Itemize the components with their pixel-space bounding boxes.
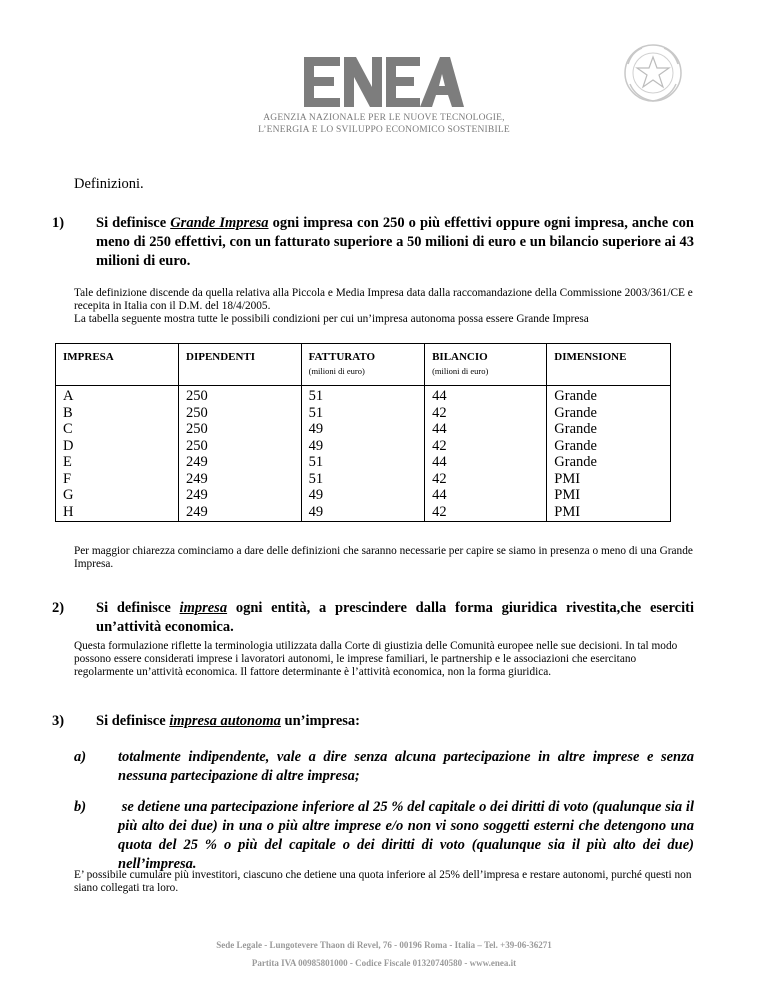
term-impresa-autonoma: impresa autonoma xyxy=(169,713,281,729)
cell-dipendenti: 250 250 250 250 249 249 249 249 xyxy=(179,386,302,522)
section-3-list xyxy=(74,748,694,874)
section-1 xyxy=(52,214,694,271)
term-grande-impresa: Grande Impresa xyxy=(170,215,269,231)
section-3-heading xyxy=(52,712,694,731)
enea-logo xyxy=(304,57,464,107)
section-2 xyxy=(52,599,694,679)
cell-fatturato: 51 51 49 49 51 51 49 49 xyxy=(301,386,424,522)
table-header-row xyxy=(56,344,671,386)
header-fatturato: FATTURATO (milioni di euro) xyxy=(301,344,424,386)
section-2-number: 2) xyxy=(52,600,65,616)
section-2-pre: Si definisce xyxy=(96,600,180,616)
list-item-a-text: totalmente indipendente, vale a dire senza alcuna partecipazione in altre imprese e senza nessuna partecipazione di altre impresa; xyxy=(118,749,694,784)
section-1-number: 1) xyxy=(52,215,65,231)
list-item-b-label: b) xyxy=(74,799,87,815)
header-impresa: IMPRESA xyxy=(56,344,179,386)
table-row xyxy=(56,386,671,522)
list-item-a-label: a) xyxy=(74,749,87,765)
header-dimensione: DIMENSIONE xyxy=(547,344,671,386)
section-1-post: ogni impresa con 250 o più effettivi oppure ogni impresa, anche con meno di 250 effettivi, con un fatturato superiore a 50 milioni di euro e un bilancio superiore ai 43 milioni di euro. xyxy=(96,215,694,269)
section-3-body xyxy=(74,867,694,895)
section-1-body xyxy=(74,285,694,326)
conditions-table xyxy=(55,343,671,522)
section-1-pre: Si definisce xyxy=(96,215,171,231)
section-3-pre: Si definisce xyxy=(96,713,170,729)
after-table-note xyxy=(74,543,694,571)
list-item-a xyxy=(74,748,694,786)
cell-dimensione: Grande Grande Grande Grande Grande PMI PMI PMI xyxy=(547,386,671,522)
section-1-paragraph-1: Tale definizione discende da quella relativa alla Piccola e Media Impresa data dalla raccomandazione della Commissione 2003/361/CE e recepita in Italia con il D.M. del 18/4/2005. xyxy=(74,287,693,312)
section-3 xyxy=(52,712,694,731)
cell-bilancio: 44 42 44 42 44 42 44 42 xyxy=(425,386,547,522)
header-dipendenti: DIPENDENTI xyxy=(179,344,302,386)
list-item-b-text: se detiene una partecipazione inferiore al 25 % del capitale o dei diritti di voto (qualunque sia il più alto dei due) in una o più altre imprese e/o non vi sono soggetti esterni che detengono una quota del 25 % o più del capitale o dei diritti di voto (qualunque sia il più alto dei due) nell’impresa. xyxy=(118,799,694,872)
list-item-b xyxy=(74,798,694,874)
italian-republic-emblem-icon xyxy=(620,40,686,106)
agency-name-line2: L’ENERGIA E LO SVILUPPO ECONOMICO SOSTENIBILE xyxy=(258,125,510,135)
page-title: Definizioni. xyxy=(74,176,144,192)
header-bilancio: BILANCIO (milioni di euro) xyxy=(425,344,547,386)
section-1-heading xyxy=(52,214,694,271)
footer-tax-info: Partita IVA 00985801000 - Codice Fiscale 01320740580 - www.enea.it xyxy=(251,958,517,968)
section-2-post: ogni entità, a prescindere dalla forma giuridica rivestita,che eserciti un’attività economica. xyxy=(96,600,694,635)
section-1-paragraph-2: La tabella seguente mostra tutte le possibili condizioni per cui un’impresa autonoma possa essere Grande Impresa xyxy=(74,313,589,325)
section-3-paragraph: E’ possibile cumulare più investitori, ciascuno che detiene una quota inferiore al 25% dell’impresa e restare autonomi, purché questi non siano collegati tra loro. xyxy=(74,869,692,894)
footer-address: Sede Legale - Lungotevere Thaon di Revel, 76 - 00196 Roma - Italia – Tel. +39-06-36271 xyxy=(216,940,552,950)
header-bilancio-unit: (milioni di euro) xyxy=(432,366,489,376)
header-fatturato-unit: (milioni di euro) xyxy=(308,366,365,376)
term-impresa: impresa xyxy=(179,600,228,616)
section-2-heading xyxy=(52,599,694,637)
agency-name-line1: AGENZIA NAZIONALE PER LE NUOVE TECNOLOGIE, xyxy=(263,113,505,123)
section-2-paragraph: Questa formulazione riflette la terminologia utilizzata dalla Corte di giustizia delle Comunità europee nelle sue decisioni. In tal modo possono essere considerati imprese i lavoratori autonomi, le imprese familiari, le partnership e le associazioni che esercitano regolarmente un’attività economica. Il fattore determinante è l’attività economica, non la forma giuridica. xyxy=(74,640,678,678)
section-3-number: 3) xyxy=(52,713,65,729)
after-table-paragraph: Per maggior chiarezza cominciamo a dare delle definizioni che saranno necessarie per capire se siamo in presenza o meno di una Grande Impresa. xyxy=(74,545,693,570)
section-3-post: un’impresa: xyxy=(280,713,360,729)
cell-impresa: A B C D E F G H xyxy=(56,386,179,522)
